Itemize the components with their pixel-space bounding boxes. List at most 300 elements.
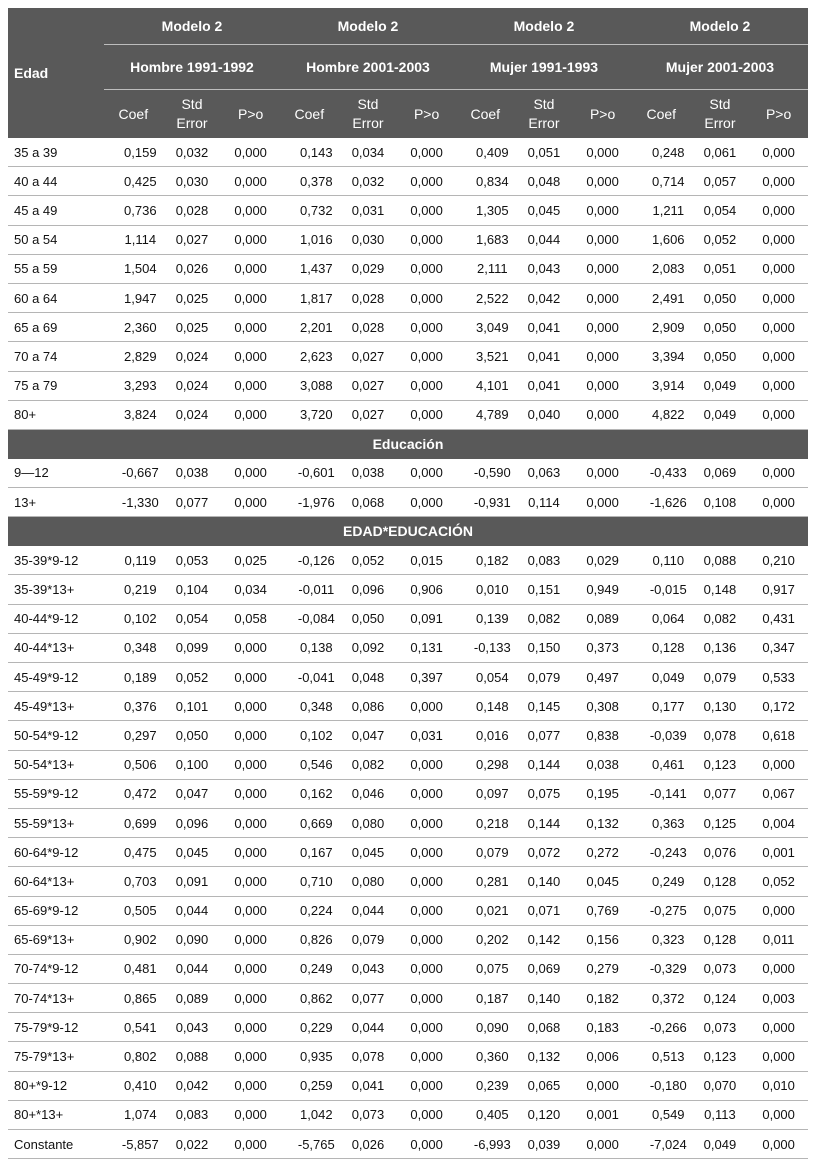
table-cell: 0,000 xyxy=(749,138,808,167)
table-cell: 0,000 xyxy=(221,779,280,808)
table-cell: 0,461 xyxy=(632,750,691,779)
table-cell: -1,626 xyxy=(632,488,691,517)
row-label: 60 a 64 xyxy=(8,283,104,312)
table-cell: 0,000 xyxy=(221,254,280,283)
table-cell: 1,606 xyxy=(632,225,691,254)
table-cell: -0,041 xyxy=(280,663,339,692)
table-cell: -6,993 xyxy=(456,1130,515,1159)
table-cell: 0,000 xyxy=(749,313,808,342)
table-cell: 0,061 xyxy=(691,138,750,167)
table-cell: 0,128 xyxy=(632,633,691,662)
table-cell: 0,000 xyxy=(397,896,456,925)
table-cell: -0,329 xyxy=(632,954,691,983)
table-cell: 0,000 xyxy=(397,867,456,896)
row-label: 65 a 69 xyxy=(8,313,104,342)
table-cell: 0,000 xyxy=(397,225,456,254)
table-cell: 0,323 xyxy=(632,925,691,954)
table-cell: 0,047 xyxy=(163,779,222,808)
coef-header: Coef xyxy=(280,90,339,139)
table-cell: 0,071 xyxy=(515,896,574,925)
table-cell: 0,088 xyxy=(163,1042,222,1071)
table-cell: -0,133 xyxy=(456,633,515,662)
table-cell: 0,348 xyxy=(280,692,339,721)
table-cell: 4,822 xyxy=(632,400,691,429)
table-cell: 0,075 xyxy=(691,896,750,925)
table-cell: 0,248 xyxy=(632,138,691,167)
table-cell: 0,159 xyxy=(104,138,163,167)
table-cell: 0,000 xyxy=(397,1071,456,1100)
table-cell: 0,347 xyxy=(749,633,808,662)
table-cell: 0,092 xyxy=(339,633,398,662)
model-header: Modelo 2 xyxy=(104,8,280,45)
std-error-header xyxy=(339,90,398,139)
table-cell: 0,041 xyxy=(515,313,574,342)
table-cell: 0,143 xyxy=(280,138,339,167)
table-cell: 0,000 xyxy=(573,196,632,225)
table-cell: 0,123 xyxy=(691,750,750,779)
table-cell: 0,000 xyxy=(749,283,808,312)
table-row xyxy=(8,254,808,283)
table-cell: 0,156 xyxy=(573,925,632,954)
table-cell: 0,272 xyxy=(573,838,632,867)
model-header: Modelo 2 xyxy=(280,8,456,45)
table-cell: 0,172 xyxy=(749,692,808,721)
table-cell: -0,931 xyxy=(456,488,515,517)
table-cell: 0,045 xyxy=(163,838,222,867)
table-cell: 0,027 xyxy=(339,400,398,429)
table-cell: 0,039 xyxy=(515,1130,574,1159)
table-cell: 0,083 xyxy=(515,546,574,575)
table-cell: 0,110 xyxy=(632,546,691,575)
table-cell: 0,000 xyxy=(397,984,456,1013)
table-row xyxy=(8,984,808,1013)
table-cell: 0,076 xyxy=(691,838,750,867)
table-cell: 0,125 xyxy=(691,808,750,837)
row-label: 55-59*13+ xyxy=(8,808,104,837)
table-cell: -0,015 xyxy=(632,575,691,604)
table-cell: 0,006 xyxy=(573,1042,632,1071)
table-cell: 0,000 xyxy=(573,488,632,517)
regression-table xyxy=(8,8,808,1159)
table-cell: -5,857 xyxy=(104,1130,163,1159)
table-cell: 0,108 xyxy=(691,488,750,517)
table-cell: 0,000 xyxy=(221,1013,280,1042)
table-cell: 0,000 xyxy=(397,313,456,342)
section-header-edad-educacion-label: EDAD*EDUCACIÓN xyxy=(8,517,808,546)
row-label: 40-44*13+ xyxy=(8,633,104,662)
table-cell: 0,080 xyxy=(339,808,398,837)
table-cell: 0,042 xyxy=(515,283,574,312)
row-label: 45-49*13+ xyxy=(8,692,104,721)
table-cell: 1,042 xyxy=(280,1100,339,1129)
table-cell: 0,119 xyxy=(104,546,163,575)
table-cell: 0,826 xyxy=(280,925,339,954)
table-cell: 0,010 xyxy=(456,575,515,604)
table-cell: 0,000 xyxy=(397,167,456,196)
table-cell: 0,202 xyxy=(456,925,515,954)
error-label: Error xyxy=(352,115,384,131)
row-label: 70-74*9-12 xyxy=(8,954,104,983)
coef-header: Coef xyxy=(104,90,163,139)
error-label: Error xyxy=(176,115,208,131)
table-row xyxy=(8,167,808,196)
std-error-header xyxy=(515,90,574,139)
table-cell: 0,431 xyxy=(749,604,808,633)
table-cell: 0,000 xyxy=(397,488,456,517)
table-cell: 0,000 xyxy=(221,283,280,312)
table-cell: 0,497 xyxy=(573,663,632,692)
table-row xyxy=(8,458,808,487)
table-cell: 0,078 xyxy=(691,721,750,750)
table-cell: 0,027 xyxy=(339,371,398,400)
table-cell: 3,720 xyxy=(280,400,339,429)
table-cell: 0,189 xyxy=(104,663,163,692)
table-cell: 0,397 xyxy=(397,663,456,692)
table-cell: 0,079 xyxy=(691,663,750,692)
table-cell: 0,052 xyxy=(163,663,222,692)
table-cell: 0,022 xyxy=(163,1130,222,1159)
table-cell: 0,079 xyxy=(515,663,574,692)
table-cell: 0,114 xyxy=(515,488,574,517)
table-cell: 0,003 xyxy=(749,984,808,1013)
table-cell: 0,124 xyxy=(691,984,750,1013)
table-cell: -0,601 xyxy=(280,458,339,487)
table-cell: 0,001 xyxy=(749,838,808,867)
table-cell: 0,090 xyxy=(163,925,222,954)
table-cell: 0,031 xyxy=(397,721,456,750)
table-row xyxy=(8,488,808,517)
row-label: 50-54*9-12 xyxy=(8,721,104,750)
p-value-header: P>o xyxy=(573,90,632,139)
row-label: 60-64*13+ xyxy=(8,867,104,896)
table-cell: 0,000 xyxy=(221,313,280,342)
error-label: Error xyxy=(528,115,560,131)
std-label: Std xyxy=(533,96,555,112)
table-cell: 0,082 xyxy=(339,750,398,779)
row-label: 80+*9-12 xyxy=(8,1071,104,1100)
table-cell: 0,405 xyxy=(456,1100,515,1129)
std-label: Std xyxy=(357,96,379,112)
table-cell: 0,298 xyxy=(456,750,515,779)
table-cell: 0,073 xyxy=(691,1013,750,1042)
table-row xyxy=(8,1130,808,1159)
table-cell: 0,000 xyxy=(573,1071,632,1100)
table-cell: 0,038 xyxy=(163,458,222,487)
table-cell: 0,073 xyxy=(339,1100,398,1129)
row-label: Constante xyxy=(8,1130,104,1159)
table-cell: 0,000 xyxy=(397,196,456,225)
table-cell: 0,050 xyxy=(163,721,222,750)
table-cell: 0,865 xyxy=(104,984,163,1013)
table-cell: 0,000 xyxy=(221,196,280,225)
table-cell: 0,079 xyxy=(456,838,515,867)
row-label: 40 a 44 xyxy=(8,167,104,196)
table-cell: 0,000 xyxy=(573,371,632,400)
table-cell: 0,131 xyxy=(397,633,456,662)
table-cell: 0,210 xyxy=(749,546,808,575)
table-cell: 0,120 xyxy=(515,1100,574,1129)
table-cell: 0,034 xyxy=(339,138,398,167)
edad-header: Edad xyxy=(8,8,104,138)
table-cell: 0,091 xyxy=(163,867,222,896)
table-cell: 0,049 xyxy=(691,1130,750,1159)
p-value-header: P>o xyxy=(749,90,808,139)
table-cell: 0,144 xyxy=(515,750,574,779)
table-cell: 0,050 xyxy=(339,604,398,633)
table-cell: 2,360 xyxy=(104,313,163,342)
error-label: Error xyxy=(704,115,736,131)
table-cell: 0,195 xyxy=(573,779,632,808)
table-cell: 0,917 xyxy=(749,575,808,604)
table-cell: 0,838 xyxy=(573,721,632,750)
table-cell: 3,521 xyxy=(456,342,515,371)
table-cell: -0,011 xyxy=(280,575,339,604)
table-cell: 0,259 xyxy=(280,1071,339,1100)
table-cell: 0,167 xyxy=(280,838,339,867)
table-cell: 0,082 xyxy=(515,604,574,633)
row-label: 70-74*13+ xyxy=(8,984,104,1013)
table-cell: 0,000 xyxy=(397,808,456,837)
table-cell: 3,824 xyxy=(104,400,163,429)
table-cell: 0,049 xyxy=(632,663,691,692)
table-cell: 0,219 xyxy=(104,575,163,604)
table-cell: 0,183 xyxy=(573,1013,632,1042)
table-cell: 0,000 xyxy=(221,1100,280,1129)
table-cell: -0,039 xyxy=(632,721,691,750)
table-cell: 0,000 xyxy=(221,1071,280,1100)
table-cell: 0,000 xyxy=(749,371,808,400)
table-cell: 0,000 xyxy=(397,838,456,867)
table-cell: 0,000 xyxy=(749,458,808,487)
table-cell: 0,229 xyxy=(280,1013,339,1042)
table-cell: 0,038 xyxy=(339,458,398,487)
table-cell: 3,914 xyxy=(632,371,691,400)
table-row xyxy=(8,925,808,954)
table-row xyxy=(8,1100,808,1129)
table-cell: 0,182 xyxy=(456,546,515,575)
table-cell: 0,000 xyxy=(221,867,280,896)
table-cell: 0,000 xyxy=(573,283,632,312)
table-row xyxy=(8,313,808,342)
table-cell: 0,000 xyxy=(221,954,280,983)
table-cell: 0,128 xyxy=(691,867,750,896)
row-label: 35-39*9-12 xyxy=(8,546,104,575)
table-cell: 0,373 xyxy=(573,633,632,662)
table-cell: 0,000 xyxy=(221,488,280,517)
table-cell: 0,802 xyxy=(104,1042,163,1071)
table-cell: 0,000 xyxy=(749,225,808,254)
table-cell: 0,099 xyxy=(163,633,222,662)
table-cell: 0,064 xyxy=(632,604,691,633)
table-row xyxy=(8,371,808,400)
table-cell: 2,522 xyxy=(456,283,515,312)
table-cell: 0,096 xyxy=(163,808,222,837)
table-cell: 0,078 xyxy=(339,1042,398,1071)
table-cell: -0,667 xyxy=(104,458,163,487)
table-row xyxy=(8,196,808,225)
table-cell: 0,052 xyxy=(749,867,808,896)
table-cell: 0,000 xyxy=(397,1042,456,1071)
table-cell: 0,472 xyxy=(104,779,163,808)
table-cell: 0,016 xyxy=(456,721,515,750)
table-cell: 0,000 xyxy=(749,196,808,225)
std-error-header xyxy=(691,90,750,139)
section-header-educacion xyxy=(8,429,808,458)
table-cell: 0,000 xyxy=(573,458,632,487)
table-cell: 0,145 xyxy=(515,692,574,721)
row-label: 65-69*13+ xyxy=(8,925,104,954)
table-cell: -0,126 xyxy=(280,546,339,575)
section-header-educacion-label: Educación xyxy=(8,429,808,458)
table-cell: 0,148 xyxy=(691,575,750,604)
table-cell: -1,976 xyxy=(280,488,339,517)
row-label: 80+ xyxy=(8,400,104,429)
table-cell: 0,075 xyxy=(515,779,574,808)
table-cell: 0,024 xyxy=(163,400,222,429)
table-cell: 0,068 xyxy=(339,488,398,517)
table-cell: 0,058 xyxy=(221,604,280,633)
table-cell: 0,000 xyxy=(221,633,280,662)
table-row xyxy=(8,779,808,808)
table-cell: 0,000 xyxy=(221,1042,280,1071)
table-cell: 0,079 xyxy=(339,925,398,954)
group-header: Hombre 2001-2003 xyxy=(280,45,456,90)
table-cell: 2,829 xyxy=(104,342,163,371)
table-cell: 3,394 xyxy=(632,342,691,371)
table-cell: 0,834 xyxy=(456,167,515,196)
table-cell: 0,047 xyxy=(339,721,398,750)
table-cell: 0,049 xyxy=(691,400,750,429)
table-row xyxy=(8,867,808,896)
table-cell: 0,000 xyxy=(749,400,808,429)
table-cell: 0,224 xyxy=(280,896,339,925)
model-header: Modelo 2 xyxy=(456,8,632,45)
table-cell: 0,015 xyxy=(397,546,456,575)
table-cell: 0,010 xyxy=(749,1071,808,1100)
table-cell: 0,030 xyxy=(339,225,398,254)
table-cell: 0,409 xyxy=(456,138,515,167)
table-cell: 0,041 xyxy=(339,1071,398,1100)
table-cell: 0,000 xyxy=(573,138,632,167)
table-cell: -0,433 xyxy=(632,458,691,487)
table-cell: 0,063 xyxy=(515,458,574,487)
table-cell: 0,297 xyxy=(104,721,163,750)
table-cell: 0,000 xyxy=(221,1130,280,1159)
table-cell: 0,000 xyxy=(397,342,456,371)
table-cell: 0,090 xyxy=(456,1013,515,1042)
table-cell: 0,025 xyxy=(221,546,280,575)
table-cell: 0,000 xyxy=(221,896,280,925)
row-label: 35 a 39 xyxy=(8,138,104,167)
table-cell: 0,028 xyxy=(339,313,398,342)
table-cell: 3,293 xyxy=(104,371,163,400)
table-cell: 0,080 xyxy=(339,867,398,896)
table-cell: 0,000 xyxy=(221,371,280,400)
table-cell: 0,089 xyxy=(573,604,632,633)
table-cell: 0,065 xyxy=(515,1071,574,1100)
table-cell: 0,360 xyxy=(456,1042,515,1071)
table-cell: 0,736 xyxy=(104,196,163,225)
table-row xyxy=(8,633,808,662)
row-label: 50 a 54 xyxy=(8,225,104,254)
group-header: Hombre 1991-1992 xyxy=(104,45,280,90)
table-cell: 2,623 xyxy=(280,342,339,371)
table-cell: 0,029 xyxy=(339,254,398,283)
table-cell: 0,376 xyxy=(104,692,163,721)
table-cell: 3,049 xyxy=(456,313,515,342)
table-cell: 0,027 xyxy=(339,342,398,371)
row-label: 9—12 xyxy=(8,458,104,487)
table-cell: 0,000 xyxy=(221,400,280,429)
table-row xyxy=(8,342,808,371)
table-cell: -0,266 xyxy=(632,1013,691,1042)
group-header: Mujer 2001-2003 xyxy=(632,45,808,90)
table-cell: 0,025 xyxy=(163,313,222,342)
table-cell: 0,077 xyxy=(691,779,750,808)
table-cell: 0,000 xyxy=(397,925,456,954)
table-cell: 0,083 xyxy=(163,1100,222,1129)
table-cell: 0,000 xyxy=(221,138,280,167)
row-label: 35-39*13+ xyxy=(8,575,104,604)
table-cell: 0,043 xyxy=(339,954,398,983)
table-row xyxy=(8,692,808,721)
table-cell: 1,074 xyxy=(104,1100,163,1129)
row-label: 80+*13+ xyxy=(8,1100,104,1129)
table-cell: 0,902 xyxy=(104,925,163,954)
table-cell: 0,068 xyxy=(515,1013,574,1042)
table-cell: 0,000 xyxy=(573,167,632,196)
table-cell: 0,710 xyxy=(280,867,339,896)
table-cell: 0,032 xyxy=(339,167,398,196)
table-cell: -7,024 xyxy=(632,1130,691,1159)
table-cell: 0,048 xyxy=(339,663,398,692)
table-cell: 0,000 xyxy=(573,225,632,254)
table-cell: 0,051 xyxy=(515,138,574,167)
table-cell: 0,026 xyxy=(163,254,222,283)
table-cell: 0,049 xyxy=(691,371,750,400)
table-cell: 0,372 xyxy=(632,984,691,1013)
table-cell: 0,000 xyxy=(397,371,456,400)
table-cell: 0,069 xyxy=(515,954,574,983)
table-cell: 0,123 xyxy=(691,1042,750,1071)
table-cell: 0,000 xyxy=(749,954,808,983)
table-cell: 0,000 xyxy=(397,254,456,283)
table-cell: 1,114 xyxy=(104,225,163,254)
table-cell: -1,330 xyxy=(104,488,163,517)
table-cell: -0,141 xyxy=(632,779,691,808)
table-cell: 0,130 xyxy=(691,692,750,721)
table-cell: 0,249 xyxy=(280,954,339,983)
table-cell: 0,045 xyxy=(515,196,574,225)
table-cell: 0,091 xyxy=(397,604,456,633)
table-cell: 0,054 xyxy=(456,663,515,692)
table-cell: 0,044 xyxy=(339,1013,398,1042)
table-row xyxy=(8,575,808,604)
table-cell: 0,000 xyxy=(221,663,280,692)
table-cell: 0,086 xyxy=(339,692,398,721)
table-cell: 0,000 xyxy=(221,342,280,371)
row-label: 65-69*9-12 xyxy=(8,896,104,925)
table-cell: 0,000 xyxy=(397,283,456,312)
table-cell: 0,000 xyxy=(221,838,280,867)
row-label: 70 a 74 xyxy=(8,342,104,371)
table-cell: 0,069 xyxy=(691,458,750,487)
table-cell: 0,151 xyxy=(515,575,574,604)
table-cell: -0,180 xyxy=(632,1071,691,1100)
table-cell: 0,026 xyxy=(339,1130,398,1159)
table-cell: 0,001 xyxy=(573,1100,632,1129)
table-cell: 0,073 xyxy=(691,954,750,983)
